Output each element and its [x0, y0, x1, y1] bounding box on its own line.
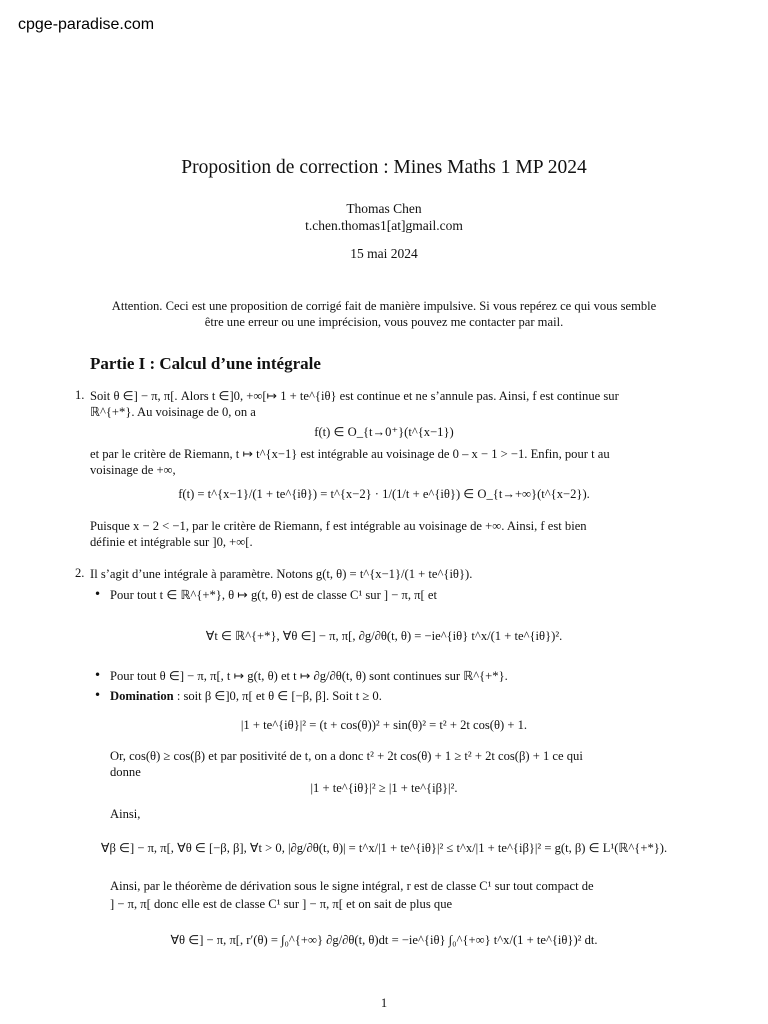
item1-text: ℝ^{+*}. Au voisinage de 0, on a: [90, 405, 256, 419]
author-block: [0, 200, 768, 234]
abstract-line: être une erreur ou une imprécision, vous pouvez me contacter par mail.: [204, 315, 564, 329]
item-number: 1.: [75, 388, 85, 402]
section-heading: Partie I : Calcul d’une intégrale: [90, 354, 321, 373]
item1-text: définie et intégrable sur ]0, +∞[.: [90, 535, 253, 549]
site-watermark[interactable]: cpge-paradise.com: [18, 16, 155, 33]
bullet-icon: •: [94, 587, 102, 601]
abstract: [50, 298, 718, 330]
equation: |1 + te^{iθ}|² ≥ |1 + te^{iβ}|².: [310, 781, 458, 795]
item1-text: Puisque x − 2 < −1, par le critère de Riemann, f est intégrable au voisinage de +∞. Ainsi, f est bien: [90, 519, 587, 533]
paragraph-line: Ainsi,: [110, 807, 141, 821]
bullet-text: Pour tout t ∈ ℝ^{+*}, θ ↦ g(t, θ) est de classe C¹ sur ] − π, π[ et: [110, 588, 437, 602]
item2-text: Il s’agit d’une intégrale à paramètre. Notons g(t, θ) = t^{x−1}/(1 + te^{iθ}).: [90, 567, 473, 581]
paragraph-line: ] − π, π[ donc elle est de classe C¹ sur ] − π, π[ et on sait de plus que: [110, 897, 453, 911]
document-title: Proposition de correction : Mines Maths 1 MP 2024: [181, 157, 587, 178]
equation: f(t) ∈ O_{t→0⁺}(t^{x−1}): [314, 425, 454, 439]
equation: ∀θ ∈] − π, π[, r′(θ) = ∫₀^{+∞} ∂g/∂θ(t, θ)dt = −ie^{iθ} ∫₀^{+∞} t^x/(1 + te^{iθ})² dt.: [170, 933, 598, 947]
paragraph-line: Ainsi, par le théorème de dérivation sous le signe intégral, r est de classe C¹ sur tout compact de: [110, 879, 594, 893]
author-name: Thomas Chen: [346, 201, 422, 216]
item1-text: et par le critère de Riemann, t ↦ t^{x−1} est intégrable au voisinage de 0 – x − 1 > −1. Enfin, pour t au: [90, 447, 610, 461]
equation: ∀β ∈] − π, π[, ∀θ ∈ [−β, β], ∀t > 0, |∂g/∂θ(t, θ)| = t^x/|1 + te^{iθ}|² ≤ t^x/|1 + te^{iβ}|² = g(t, β) ∈ L¹(ℝ^{+*}).: [100, 841, 668, 855]
item-number: 2.: [75, 566, 85, 580]
equation: |1 + te^{iθ}|² = (t + cos(θ))² + sin(θ)² = t² + 2t cos(θ) + 1.: [240, 718, 528, 732]
bullet-text: Pour tout θ ∈] − π, π[, t ↦ g(t, θ) et t ↦ ∂g/∂θ(t, θ) sont continues sur ℝ^{+*}.: [110, 669, 508, 683]
paragraph-line: donne: [110, 765, 141, 779]
bullet-rest: : soit β ∈]0, π[ et θ ∈ [−β, β]. Soit t ≥ 0.: [173, 689, 382, 703]
bullet-text: [110, 688, 382, 704]
author-email: t.chen.thomas1[at]gmail.com: [305, 218, 463, 233]
document-date: 15 mai 2024: [350, 246, 418, 261]
abstract-line: Attention. Ceci est une proposition de corrigé fait de manière impulsive. Si vous repérez ce qui vous semble: [111, 299, 657, 313]
paragraph-line: Or, cos(θ) ≥ cos(β) et par positivité de t, on a donc t² + 2t cos(θ) + 1 ≥ t² + 2t cos(β) + 1 ce qui: [110, 749, 583, 763]
equation: f(t) = t^{x−1}/(1 + te^{iθ}) = t^{x−2} · 1/(1/t + e^{iθ}) ∈ O_{t→+∞}(t^{x−2}).: [178, 487, 590, 501]
bullet-icon: •: [94, 688, 102, 702]
item1-text: voisinage de +∞,: [90, 463, 176, 477]
page-number: 1: [380, 996, 388, 1010]
bullet-icon: •: [94, 668, 102, 682]
equation: ∀t ∈ ℝ^{+*}, ∀θ ∈] − π, π[, ∂g/∂θ(t, θ) = −ie^{iθ} t^x/(1 + te^{iθ})².: [205, 629, 563, 643]
item1-text: Soit θ ∈] − π, π[. Alors t ∈]0, +∞[↦ 1 + te^{iθ} est continue et ne s’annule pas. Ainsi, f est continue sur: [90, 389, 619, 403]
bold-term: Domination: [110, 689, 174, 703]
